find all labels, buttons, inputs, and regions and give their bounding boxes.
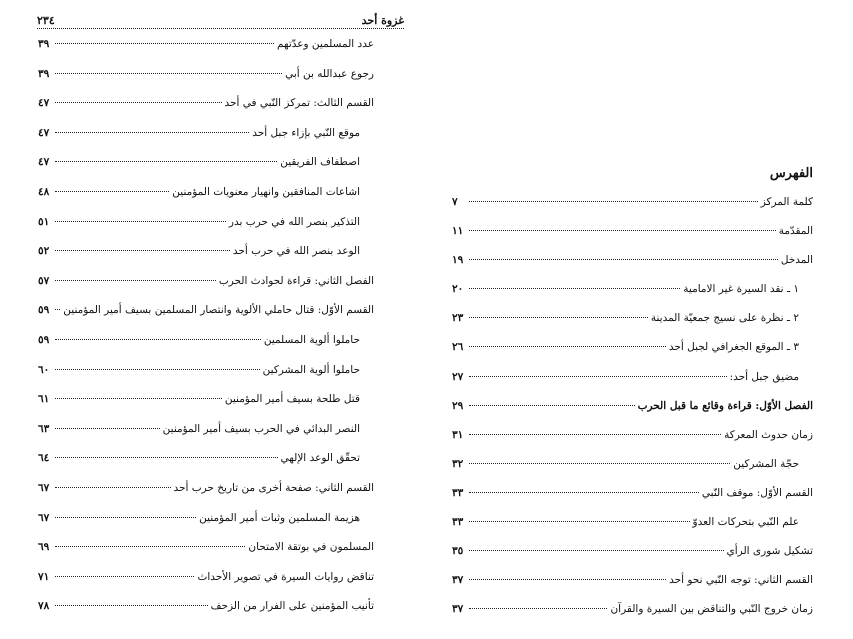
entry-page: ٦٠ [38,363,50,376]
entry-text: القسم الأوّل: قتال حاملي الألوية وانتصار المسلمين بسيف أمير المؤمنين [63,304,374,317]
entry-text: الفصل الأوّل: قراءة وقائع ما قبل الحرب [637,399,813,412]
toc-entry [452,574,813,603]
toc-entry [38,364,374,394]
entry-text: قتل طلحة بسيف أمير المؤمنين [224,393,360,406]
toc-entry [38,156,374,186]
toc-entry [38,600,374,630]
entry-text: الفصل الثاني: قراءة لحوادث الحرب [218,274,374,287]
entry-page: ٦٧ [38,511,50,524]
entry-page: ٤٧ [38,156,50,169]
entry-text: تأنيب المؤمنين على الفرار من الزحف [210,600,374,613]
entry-page: ٧١ [38,570,50,583]
entry-page: ٣٩ [38,67,50,80]
entry-text: اشاعات المنافقين وانهيار معنويات المؤمنين [172,185,360,198]
entry-text: تشكيل شورى الرأي [726,545,813,558]
running-header [37,14,404,29]
toc-entry [38,334,374,364]
entry-text: علم النّبي بتحركات العدوّ [692,516,799,529]
dot-leader [469,550,724,551]
toc-entry [452,254,813,283]
dot-leader [55,369,260,370]
toc-entry [38,304,374,334]
toc-entry [452,545,813,574]
toc-entry [452,516,813,545]
entry-text: حجّة المشركين [733,457,799,470]
toc-entry [38,68,374,98]
entry-text: ١ ـ نقد السيرة غير الامامية [683,283,799,296]
book-title: غزوة أحد [361,14,404,27]
dot-leader [55,487,171,488]
entry-text: القسم الثالث: تمركز النّبي في أحد [224,97,374,110]
entry-page: ٣٩ [38,38,50,50]
entry-page: ٢٣ [452,312,464,325]
dot-leader [55,191,169,192]
entry-page: ٧٨ [38,600,50,613]
dot-leader [469,201,758,202]
entry-text: القسم الثاني: صفحة أخرى من تاريخ حرب أحد [173,481,374,494]
entry-text: رجوع عبدالله بن أبي [285,67,374,80]
entry-page: ٢٦ [452,341,464,354]
entry-page: ٧ [452,196,458,208]
entry-page: ١١ [452,225,464,238]
entry-page: ٥٩ [38,304,50,317]
toc-column-left [38,38,374,630]
page-number: ٢٣٤ [37,14,55,27]
dot-leader [469,579,666,580]
dot-leader [55,517,196,518]
entry-page: ٤٧ [38,126,50,139]
dot-leader [55,339,261,340]
entry-page: ٤٧ [38,97,50,110]
toc-entry [452,283,813,312]
entry-text: القسم الأوّل: موقف النّبي [701,486,813,499]
toc-entry [38,512,374,542]
entry-page: ٦٤ [38,452,50,465]
dot-leader [55,309,60,310]
entry-text: عدد المسلمين وعدّتهم [277,38,374,50]
dot-leader [469,608,607,609]
dot-leader [469,317,648,318]
toc-title: الفهرس [769,166,813,181]
entry-text: حاملوا ألوية المشركين [262,363,360,376]
toc-entry [452,196,813,225]
entry-page: ٣٧ [452,603,464,616]
dot-leader [55,428,160,429]
toc-entry [38,571,374,601]
dot-leader [55,250,230,251]
entry-text: التذكير بنصر الله في حرب بدر [228,215,360,228]
toc-entry [38,541,374,571]
entry-text: المدخل [780,254,813,267]
entry-text: هزيمة المسلمين وثبات أمير المؤمنين [199,511,360,524]
entry-page: ٣٧ [452,574,464,587]
entry-page: ١٩ [452,254,464,267]
dot-leader [55,102,222,103]
entry-page: ٥٧ [38,274,50,287]
entry-page: ٣٥ [452,545,464,558]
toc-entry [38,127,374,157]
dot-leader [55,576,194,577]
dot-leader [55,398,222,399]
toc-entry [452,458,813,487]
entry-page: ٥١ [38,215,50,228]
toc-entry [452,312,813,341]
entry-page: ٢٠ [452,283,464,296]
entry-text: المسلمون في بوتقة الامتحان [248,541,374,554]
entry-text: ٢ ـ نظرة على نسيج جمعيّة المدينة [650,312,799,325]
dot-leader [469,463,730,464]
toc-entry [452,487,813,516]
toc-entry [38,275,374,305]
dot-leader [469,346,666,347]
toc-entry [38,482,374,512]
toc-entry [38,97,374,127]
dot-leader [469,376,727,377]
toc-entry [38,245,374,275]
dot-leader [55,132,249,133]
dot-leader [55,605,208,606]
entry-page: ٦٣ [38,422,50,435]
toc-entry [38,216,374,246]
entry-page: ٥٩ [38,333,50,346]
dot-leader [469,405,635,406]
toc-entry [38,186,374,216]
entry-page: ٤٨ [38,185,50,198]
entry-page: ٢٩ [452,399,464,412]
toc-entry [452,400,813,429]
entry-text: موقع النّبي بإزاء جبل أحد [252,126,360,139]
dot-leader [55,221,226,222]
entry-text: حاملوا ألوية المسلمين [263,333,360,346]
entry-text: القسم الثاني: توجه النّبي نحو أحد [669,574,813,587]
entry-page: ٣٢ [452,457,464,470]
toc-entry [452,225,813,254]
dot-leader [469,259,778,260]
entry-text: زمان حدوث المعركة [724,428,813,441]
toc-entry [38,452,374,482]
dot-leader [55,43,274,44]
toc-entry [452,429,813,458]
entry-page: ٦٧ [38,481,50,494]
entry-page: ٣٣ [452,486,464,499]
entry-page: ٣١ [452,428,464,441]
entry-text: الوعد بنصر الله في حرب أحد [232,245,360,258]
entry-page: ٢٧ [452,370,464,383]
entry-text: النصر البدائي في الحرب بسيف أمير المؤمنين [162,422,360,435]
entry-page: ٣٣ [452,516,464,529]
entry-text: زمان خروج النّبي والتناقض بين السيرة والقرآن [610,603,813,616]
dot-leader [469,521,690,522]
dot-leader [55,457,278,458]
toc-entry [452,371,813,400]
dot-leader [55,161,277,162]
toc-entry [38,423,374,453]
toc-column-right [452,196,813,632]
entry-text: المقدّمة [778,225,813,238]
entry-text: تحقّق الوعد الإلهي [280,452,360,465]
entry-text: مضيق جبل أحد: [729,370,799,383]
dot-leader [55,280,216,281]
dot-leader [55,546,245,547]
toc-entry [38,38,374,68]
toc-entry [452,341,813,370]
entry-page: ٦١ [38,393,50,406]
dot-leader [469,434,721,435]
entry-text: تناقض روايات السيرة في تصوير الأحداث [197,570,374,583]
dot-leader [469,288,680,289]
dot-leader [469,230,776,231]
entry-page: ٦٩ [38,541,50,554]
toc-entry [38,393,374,423]
entry-page: ٥٢ [38,245,50,258]
dot-leader [469,492,699,493]
dot-leader [55,73,282,74]
entry-text: اصطفاف الفريقين [280,156,360,169]
entry-text: ٣ ـ الموقع الجغرافي لجبل أحد [668,341,799,354]
toc-entry [452,603,813,632]
entry-text: كلمة المركز [760,196,813,208]
